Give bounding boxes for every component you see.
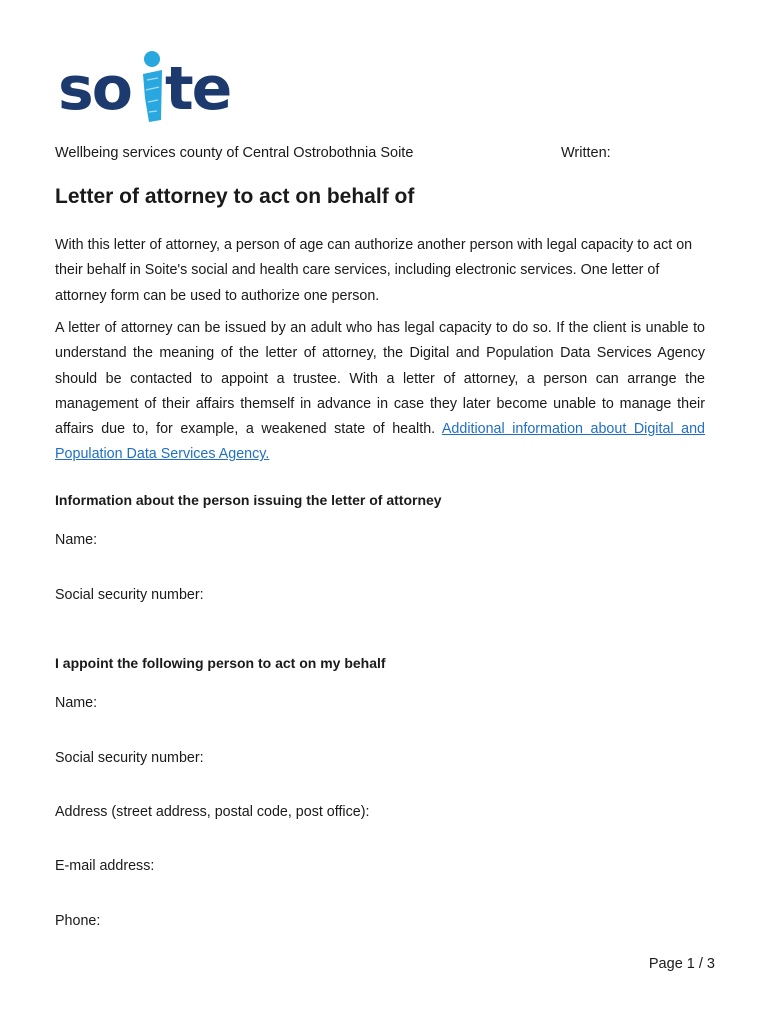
appointee-email-label: E-mail address:	[55, 858, 155, 874]
issuer-name-label: Name:	[55, 532, 98, 548]
intro-paragraph-1: With this letter of attorney, a person of age can authorize another person with legal capacity to act on their behalf in Soite's social and health care services, including electronic services. One letter of attorney form can be used to authorize one person.	[55, 237, 693, 304]
appointee-phone-label: Phone:	[55, 913, 101, 929]
written-label: Written:	[561, 145, 611, 161]
issuer-ssn-label: Social security number:	[55, 587, 204, 603]
issuer-section-heading: Information about the person issuing the letter of attorney	[55, 492, 442, 508]
soite-logo	[58, 50, 243, 130]
logo-i-icon	[137, 50, 167, 122]
appointee-ssn-label: Social security number:	[55, 750, 204, 766]
intro-paragraph-2-text: A letter of attorney can be issued by an adult who has legal capacity to do so. If the client is unable to understand the meaning of the letter of attorney, the Digital and Population Data Services Agency should be contacted to appoint a trustee. With a letter of attorney, a person can arrange the management of their affairs themself in advance in case they later become unable to manage their affairs due to, for example, a weakened state of health.	[55, 320, 705, 438]
appointee-address-label: Address (street address, postal code, post office):	[55, 804, 370, 820]
intro-paragraph-2	[55, 316, 705, 468]
page-title: Letter of attorney to act on behalf of	[55, 185, 415, 208]
organization-name: Wellbeing services county of Central Ostrobothnia Soite	[55, 145, 414, 161]
appointee-name-label: Name:	[55, 695, 98, 711]
logo-text-left: so	[58, 54, 131, 124]
page-number: Page 1 / 3	[648, 956, 715, 972]
logo-text-right: te	[164, 54, 231, 124]
appointee-section-heading: I appoint the following person to act on my behalf	[55, 655, 386, 671]
dvv-info-link[interactable]: Additional information about Digital and Population Data Services Agency.	[55, 421, 705, 463]
